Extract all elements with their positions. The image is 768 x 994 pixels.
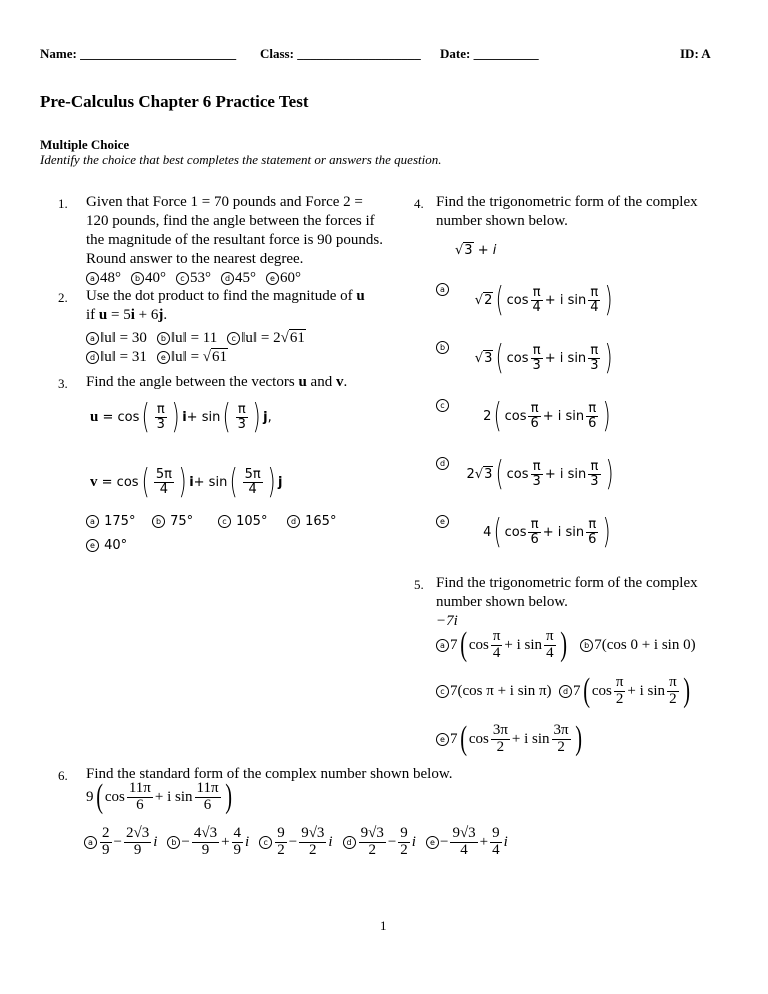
question-2 [86, 287, 396, 367]
given-number: √3 + i [455, 243, 497, 258]
page-title: Pre-Calculus Chapter 6 Practice Test [40, 92, 309, 111]
numerator: 4√3 [193, 825, 218, 841]
text: + i sin [504, 636, 543, 653]
numerator: π [531, 344, 543, 359]
text: Find the angle between the vectors [86, 374, 299, 390]
text: + i sin [154, 788, 193, 805]
choice-letter[interactable]: b [580, 639, 593, 652]
choice-letter: b [157, 332, 170, 345]
choice-text: 105° [236, 514, 268, 529]
coefficient: 4 [483, 524, 492, 540]
denominator: 2 [368, 841, 376, 858]
imaginary-unit: i [411, 833, 416, 850]
denominator: 4 [248, 481, 257, 497]
choice-letter: d [287, 515, 300, 528]
choice-text: ‖u‖ = 31 [100, 349, 147, 365]
choice-e[interactable]: e 7 ( cos $\frac{3\pi}{2}$ + i sin $\frac{3\pi}{2}$ ) [436, 722, 584, 756]
denominator: 3 [156, 416, 165, 432]
choices [86, 329, 396, 348]
numerator: π [586, 518, 598, 533]
question-text [86, 306, 396, 325]
question-number: 6. [58, 768, 68, 783]
choice-e[interactable]: e 4 ( cos $\frac{\pi}{6}$ + i sin $\frac{\pi}{6}$ ) [436, 515, 614, 549]
radicand: 3 [484, 351, 493, 366]
radicand: 61 [289, 330, 305, 346]
numerator: 9 [400, 825, 408, 841]
u-expression: u = cos ( $\frac{\pi}{3}$ ) i + sin ( $\frac{\pi}{3}$ ) j , [90, 397, 272, 437]
numerator: π [531, 286, 543, 301]
numerator: π [531, 460, 543, 475]
text: + i sin [511, 730, 550, 747]
choice-b[interactable]: 7(cos 0 + i sin 0) [594, 636, 696, 653]
numerator: π [528, 518, 540, 533]
choice-text: 48° [100, 270, 121, 286]
denominator: 9 [233, 841, 242, 858]
vector-v: v [335, 374, 344, 390]
operator: − [113, 833, 122, 850]
numerator: π [615, 673, 624, 690]
denominator: 4 [546, 644, 554, 661]
choice-letter: e [426, 836, 439, 849]
text: cos [506, 350, 529, 366]
unit-i: i [182, 409, 187, 425]
coefficient: 2 [466, 466, 475, 482]
numerator: π [669, 673, 677, 690]
vector-u: u [90, 408, 99, 425]
radicand: 3 [484, 467, 493, 482]
coefficient: 7 [450, 636, 458, 653]
question-text: Find the standard form of the complex number shown below. [86, 766, 453, 782]
denominator: 3 [237, 416, 246, 432]
choice-text: 75° [170, 514, 194, 529]
choice-e[interactable] [426, 826, 508, 859]
choice-c[interactable] [436, 674, 692, 708]
choice-c[interactable]: c ‖u‖ = 2√61 [227, 330, 306, 346]
choice-b[interactable] [167, 826, 249, 859]
choice-d[interactable]: 7 ( cos $\frac{\pi}{2}$ + i sin $\frac{\pi}{2}$ ) [573, 672, 690, 709]
vector-u: u [356, 288, 365, 304]
choices [86, 269, 386, 288]
choice-letter: e [436, 515, 449, 528]
numerator: π [492, 627, 501, 644]
choice-text: ‖u‖ = 11 [170, 330, 218, 346]
name-field [40, 46, 236, 62]
choice-letter: a [436, 283, 449, 296]
choice-a[interactable] [84, 826, 157, 859]
instructions: Identify the choice that best completes the statement or answers the question. [40, 152, 442, 167]
choice-letter: d [436, 457, 449, 470]
choice-c[interactable] [259, 826, 332, 859]
text: = cos [101, 474, 139, 490]
name-label: Name: [40, 46, 77, 61]
choice-text: 175° [104, 514, 136, 529]
vector-u: u [98, 307, 108, 323]
choice-e[interactable] [86, 538, 127, 553]
choice-letter: e [436, 733, 449, 746]
unit-i: i [130, 307, 135, 323]
question-1 [86, 193, 386, 288]
choice-letter: c [176, 272, 189, 285]
denominator: 2 [615, 690, 624, 707]
choice-b[interactable] [152, 514, 193, 529]
denominator: 2 [557, 738, 565, 755]
question-text: Find the trigonometric form of the complex number shown below. [436, 194, 698, 229]
denominator: 4 [460, 841, 468, 858]
question-number: 3. [58, 376, 68, 391]
choice-letter: e [266, 272, 279, 285]
choice-d[interactable] [343, 826, 416, 859]
date-blank: __________ [473, 46, 539, 61]
choice-text: 40° [104, 538, 128, 553]
denominator: 4 [492, 841, 500, 858]
choice-letter: c [436, 685, 449, 698]
denominator: 9 [133, 841, 142, 858]
text: = cos [102, 409, 140, 425]
text: + i sin [544, 466, 587, 482]
choice-letter: c [436, 399, 449, 412]
numerator: π [588, 344, 600, 359]
numerator: 5π [244, 466, 261, 482]
choice-text: ‖u‖ = 2 [241, 330, 281, 346]
operator: + [221, 833, 230, 850]
radicand: 61 [212, 349, 228, 365]
choice-text: 7(cos π + i sin π) [450, 682, 552, 699]
choice-letter[interactable]: d [559, 685, 572, 698]
choice-d[interactable] [86, 349, 147, 365]
choice-d[interactable] [287, 514, 336, 529]
coefficient: 2 [483, 408, 492, 424]
denominator: 2 [277, 841, 285, 858]
denominator: 9 [201, 841, 210, 858]
name-blank: ________________________ [80, 46, 237, 61]
question-number: 1. [58, 196, 68, 211]
numerator: π [588, 286, 600, 301]
text: + i sin [544, 350, 587, 366]
denominator: 6 [203, 796, 212, 813]
text: cos [468, 636, 489, 653]
choice-a[interactable]: a 7 ( cos $\frac{\pi}{4}$ + i sin $\frac{\pi}{4}$ ) b 7(cos 0 + i sin 0) [436, 628, 696, 662]
numerator: π [546, 627, 554, 644]
choice-text: ‖u‖ = [170, 349, 203, 365]
denominator: 6 [136, 796, 144, 813]
denominator: 4 [532, 299, 541, 315]
text: + 6 [134, 307, 159, 323]
choice-b[interactable] [157, 330, 217, 346]
text: cos [504, 408, 527, 424]
sign: − [439, 833, 449, 850]
denominator: 6 [530, 531, 539, 547]
denominator: 3 [532, 473, 541, 489]
question-text: Find the trigonometric form of the complex number shown below. [436, 575, 698, 610]
radicand: 2 [484, 293, 493, 308]
text: cos [591, 682, 612, 699]
choice-a[interactable]: a √ 2 ( cos $\frac{\pi}{4}$ + i sin $\frac{\pi}{4}$ ) [436, 283, 616, 317]
choice-letter: b [152, 515, 165, 528]
numerator: 11π [196, 779, 219, 796]
denominator: 6 [588, 531, 597, 547]
text: + i sin [542, 524, 585, 540]
choice-letter: e [157, 351, 170, 364]
text: . [163, 307, 168, 323]
choice-a[interactable] [86, 330, 147, 346]
text: + i sin [627, 682, 666, 699]
text: cos [468, 730, 489, 747]
text: = 5 [107, 307, 131, 323]
choice-b[interactable] [131, 270, 166, 286]
denominator: 6 [588, 415, 597, 431]
imaginary-unit: i [328, 833, 333, 850]
denominator: 3 [590, 357, 599, 373]
choice-d[interactable] [221, 270, 256, 286]
numerator: 9√3 [360, 825, 384, 841]
choice-e[interactable] [266, 270, 301, 286]
unit-i: i [189, 474, 194, 490]
denominator: 4 [492, 644, 501, 661]
numerator: π [236, 403, 248, 418]
v-expression: v = cos ( $\frac{5\pi}{4}$ ) i + sin ( $\frac{5\pi}{4}$ ) j [90, 462, 283, 502]
date-field [440, 46, 539, 62]
text: if [86, 307, 99, 323]
question-number: 5. [414, 577, 424, 592]
denominator: 2 [669, 690, 677, 707]
numerator: 3π [553, 721, 569, 738]
unit-j: j [158, 307, 164, 323]
choice-letter: b [131, 272, 144, 285]
numerator: π [155, 403, 167, 418]
sign: − [181, 833, 190, 850]
numerator: 5π [155, 466, 172, 482]
text: + i [473, 243, 497, 258]
numerator: 2√3 [125, 825, 150, 841]
denominator: 4 [590, 299, 599, 315]
numerator: 2 [102, 825, 110, 841]
choice-c[interactable] [218, 514, 267, 529]
unit-j: j [277, 474, 283, 490]
text: + i sin [542, 408, 585, 424]
numerator: π [588, 460, 600, 475]
question-number: 4. [414, 196, 424, 211]
numerator: 9√3 [452, 825, 476, 841]
choice-letter: b [436, 341, 449, 354]
choice-e[interactable]: e ‖u‖ = √61 [157, 349, 228, 365]
choice-letter: a [86, 515, 99, 528]
class-field [260, 46, 421, 62]
choice-text: 53° [190, 270, 211, 286]
imaginary-unit: i [153, 833, 158, 850]
vector-v: v [90, 473, 98, 490]
text: cos [506, 466, 529, 482]
text: + sin [186, 409, 221, 425]
text: cos [504, 524, 527, 540]
coefficient: 9 [86, 788, 94, 805]
numerator: 4 [233, 825, 242, 841]
denominator: 2 [400, 841, 408, 858]
choice-a[interactable] [86, 514, 135, 529]
choice-letter: d [86, 351, 99, 364]
denominator: 9 [102, 841, 110, 858]
choice-text: 40° [145, 270, 166, 286]
text: cos [104, 788, 125, 805]
section-heading: Multiple Choice [40, 137, 130, 152]
choice-letter: a [84, 836, 97, 849]
choice-letter: b [167, 836, 180, 849]
question-3-text [86, 373, 396, 392]
text: , [267, 409, 272, 425]
numerator: 3π [492, 721, 508, 738]
coefficient: 7 [450, 730, 458, 747]
denominator: 4 [159, 481, 168, 497]
text: . [343, 374, 348, 390]
numerator: 9 [277, 825, 285, 841]
choices [86, 348, 396, 367]
coefficient: 7 [573, 682, 581, 699]
date-label: Date: [440, 46, 471, 61]
denominator: 3 [532, 357, 541, 373]
choice-letter: d [343, 836, 356, 849]
text: Use the dot product to find the magnitude of [86, 288, 357, 304]
numerator: 9√3 [301, 825, 325, 841]
choices [84, 826, 518, 859]
choice-c[interactable] [176, 270, 211, 286]
numerator: π [586, 402, 598, 417]
choice-d[interactable]: d 2 √ 3 ( cos $\frac{\pi}{3}$ + i sin $\frac{\pi}{3}$ ) [436, 457, 616, 491]
denominator: 2 [496, 738, 505, 755]
question-text [86, 287, 396, 306]
choice-letter: a [86, 332, 99, 345]
denominator: 3 [590, 473, 599, 489]
given-number: −7i [436, 613, 458, 629]
text: + sin [193, 474, 228, 490]
choice-a[interactable] [86, 270, 121, 286]
radicand: 3 [464, 243, 473, 258]
operator: + [479, 833, 489, 850]
choice-text: 165° [305, 514, 337, 529]
question-number: 2. [58, 290, 68, 305]
class-blank: ___________________ [297, 46, 421, 61]
choice-c[interactable]: c 2 ( cos $\frac{\pi}{6}$ + i sin $\frac{\pi}{6}$ ) [436, 399, 614, 433]
page-number: 1 [380, 918, 387, 933]
test-id: ID: A [680, 46, 711, 61]
vector-u: u [298, 374, 307, 390]
numerator: 11π [128, 779, 151, 796]
choice-text: ‖u‖ = 30 [100, 330, 147, 346]
text: + i sin [544, 292, 587, 308]
given-number: 9 ( cos $\frac{11\pi}{6}$ + i sin $\frac{11\pi}{6}$ ) [86, 778, 232, 815]
question-text: Given that Force 1 = 70 pounds and Force 2 = 120 pounds, find the angle between the forces if the magnitude of the resultant force is 90 pounds. Round answer to the nearest degree. [86, 194, 384, 267]
choice-b[interactable]: b √ 3 ( cos $\frac{\pi}{3}$ + i sin $\frac{\pi}{3}$ ) [436, 341, 616, 375]
text: and [306, 374, 336, 390]
choice-letter: c [227, 332, 240, 345]
unit-j: j [263, 409, 268, 425]
choice-text: 45° [235, 270, 256, 286]
choice-letter: e [86, 539, 99, 552]
class-label: Class: [260, 46, 294, 61]
operator: − [387, 833, 397, 850]
choice-letter: c [218, 515, 231, 528]
denominator: 2 [309, 841, 317, 858]
operator: − [288, 833, 298, 850]
choice-letter: a [86, 272, 99, 285]
numerator: 9 [492, 825, 500, 841]
imaginary-unit: i [245, 833, 250, 850]
choice-letter: d [221, 272, 234, 285]
denominator: 6 [530, 415, 539, 431]
choice-letter: a [436, 639, 449, 652]
numerator: π [528, 402, 540, 417]
choice-letter: c [259, 836, 272, 849]
imaginary-unit: i [503, 833, 508, 850]
text: cos [506, 292, 529, 308]
choice-text: 60° [280, 270, 301, 286]
